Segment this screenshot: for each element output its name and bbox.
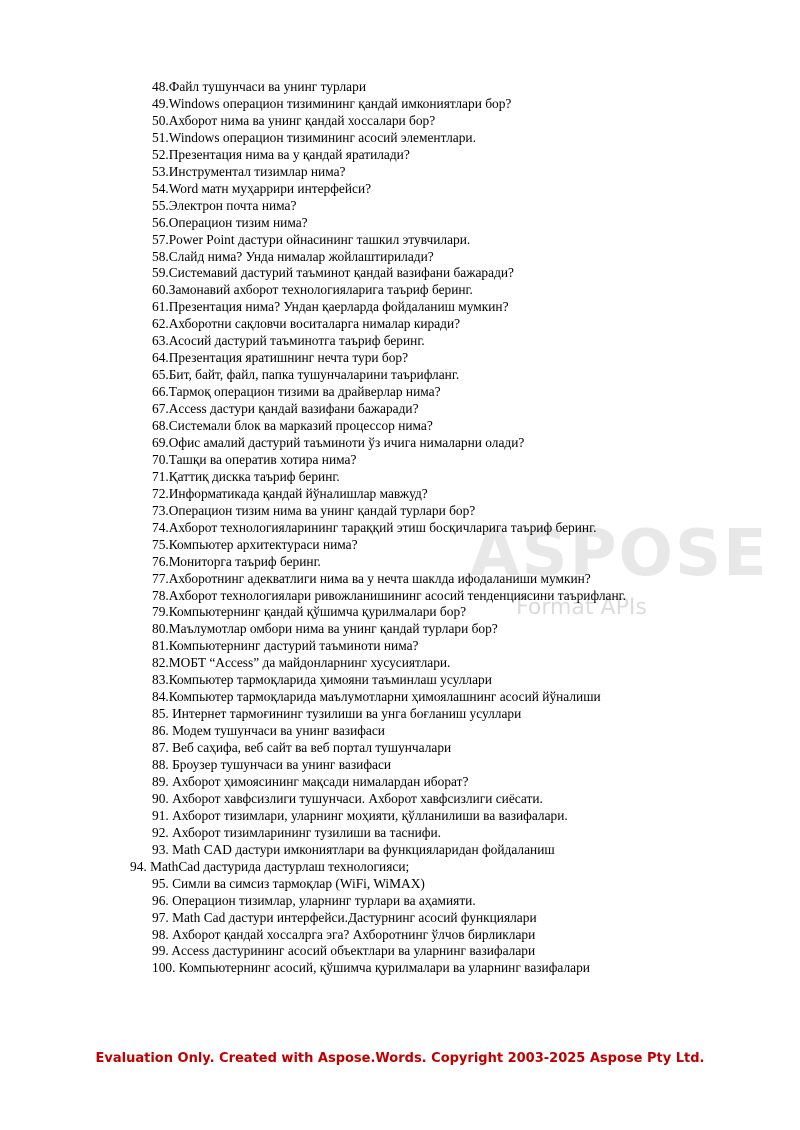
question-item: 50.Ахборот нима ва унинг қандай хоссалари бор? <box>152 112 436 128</box>
question-item: 61.Презентация нима? Ундан қаерларда фойдаланиш мумкин? <box>152 299 509 315</box>
question-item: 87. Веб саҳифа, веб сайт ва веб портал тушунчалари <box>152 740 452 756</box>
question-item: 98. Ахборот қандай хоссалрга эга? Ахборотнинг ўлчов бирликлари <box>152 926 536 942</box>
watermark-subtitle: Format APIs <box>516 595 647 620</box>
question-item: 97. Math Cad дастури интерфейси.Дастурнинг асосий функциялари <box>152 909 537 925</box>
question-item: 67.Access дастури қандай вазифани бажаради? <box>152 401 419 417</box>
question-item: 49.Windows операцион тизимининг қандай имкониятлари бор? <box>152 95 512 111</box>
question-item: 92. Ахборот тизимларининг тузилиши ва таснифи. <box>152 824 441 840</box>
question-item: 56.Операцион тизим нима? <box>152 214 308 230</box>
question-item: 85. Интернет тармоғининг тузилиши ва унга боғланиш усуллари <box>152 706 522 722</box>
question-item: 94. MathCad дастурида дастурлаш технологияси; <box>130 858 410 874</box>
question-item: 51.Windows операцион тизимининг асосий элементлари. <box>152 129 476 145</box>
question-item: 77.Ахборотнинг адекватлиги нима ва у нечта шаклда ифодаланиши мумкин? <box>152 570 591 586</box>
question-item: 70.Ташқи ва оператив хотира нима? <box>152 451 357 467</box>
question-item: 96. Операцион тизимлар, уларнинг турлари ва аҳамияти. <box>152 892 476 908</box>
question-item: 68.Системали блок ва марказий процессор нима? <box>152 418 433 433</box>
question-item: 65.Бит, байт, файл, папка тушунчаларини таърифланг. <box>152 367 460 383</box>
question-item: 83.Компьютер тармоқларида ҳимояни таъминлаш усуллари <box>152 672 492 688</box>
question-item: 71.Қаттиқ дискка таъриф беринг. <box>152 468 340 484</box>
question-item: 74.Ахборот технологияларининг тараққий этиш босқичларига таъриф беринг. <box>152 519 597 535</box>
question-item: 81.Компьютернинг дастурий таъминоти нима? <box>152 638 419 654</box>
question-item: 82.МОБТ “Access” да майдонларнинг хусусиятлари. <box>152 655 451 671</box>
question-item: 55.Электрон почта нима? <box>152 197 297 213</box>
question-item: 52.Презентация нима ва у қандай яратилади? <box>152 146 410 162</box>
question-item: 58.Слайд нима? Унда нималар жойлаштирилади? <box>152 248 434 264</box>
question-item: 63.Асосий дастурий таъминотга таъриф беринг. <box>152 333 425 349</box>
question-item: 86. Модем тушунчаси ва унинг вазифаси <box>152 723 385 739</box>
question-item: 91. Ахборот тизимлари, уларнинг моҳияти, қўлланилиши ва вазифалари. <box>152 807 568 823</box>
evaluation-footer: Evaluation Only. Created with Aspose.Words. Copyright 2003-2025 Aspose Pty Ltd. <box>95 1051 705 1066</box>
question-item: 76.Мониторга таъриф беринг. <box>152 553 321 569</box>
question-item: 60.Замонавий ахборот технологияларига таъриф беринг. <box>152 282 473 298</box>
question-item: 64.Презентация яратишнинг нечта тури бор? <box>152 350 409 366</box>
question-item: 48.Файл тушунчаси ва унинг турлари <box>152 79 366 94</box>
question-item: 90. Ахборот хавфсизлиги тушунчаси. Ахборот хавфсизлиги сиёсати. <box>152 790 543 806</box>
question-item: 100. Компьютернинг асосий, қўшимча қурилмалари ва уларнинг вазифалари <box>152 960 590 976</box>
question-item: 72.Информатикада қандай йўналишлар мавжуд? <box>152 485 428 501</box>
question-item: 89. Ахборот ҳимоясининг мақсади нималардан иборат? <box>152 773 469 789</box>
question-item: 78.Ахборот технологиялари ривожланишининг асосий тенденциясини таърифланг. <box>152 587 626 603</box>
question-item: 62.Ахборотни сақловчи воситаларга нималар киради? <box>152 316 461 332</box>
watermark-logo-text: ASPOSE <box>470 517 769 591</box>
question-item: 54.Word матн муҳаррири интерфейси? <box>152 180 372 196</box>
question-item: 66.Тармоқ операцион тизими ва драйверлар нима? <box>152 384 441 400</box>
question-item: 80.Маълумотлар омбори нима ва унинг қандай турлари бор? <box>152 621 498 637</box>
question-item: 53.Инструментал тизимлар нима? <box>152 163 346 179</box>
question-item: 57.Power Point дастури ойнасининг ташкил этувчилари. <box>152 231 471 247</box>
question-item: 95. Симли ва симсиз тармоқлар (WiFi, WiMAX) <box>152 875 425 891</box>
question-item: 79.Компьютернинг қандай қўшимча қурилмалари бор? <box>152 604 467 620</box>
question-item: 75.Компьютер архитектураси нима? <box>152 536 358 552</box>
question-item: 93. Math CAD дастури имкониятлари ва функцияларидан фойдаланиш <box>152 841 555 857</box>
question-item: 73.Операцион тизим нима ва унинг қандай турлари бор? <box>152 502 476 518</box>
question-item: 69.Офис амалий дастурий таъминоти ўз ичига нималарни олади? <box>152 434 525 450</box>
question-item: 88. Броузер тушунчаси ва унинг вазифаси <box>152 757 392 772</box>
question-item: 84.Компьютер тармоқларида маълумотларни ҳимоялашнинг асосий йўналиши <box>152 689 601 705</box>
question-item: 59.Системавий дастурий таъминот қандай вазифани бажаради? <box>152 265 514 281</box>
question-item: 99. Access дастурининг асосий объектлари ва уларнинг вазифалари <box>152 943 536 959</box>
